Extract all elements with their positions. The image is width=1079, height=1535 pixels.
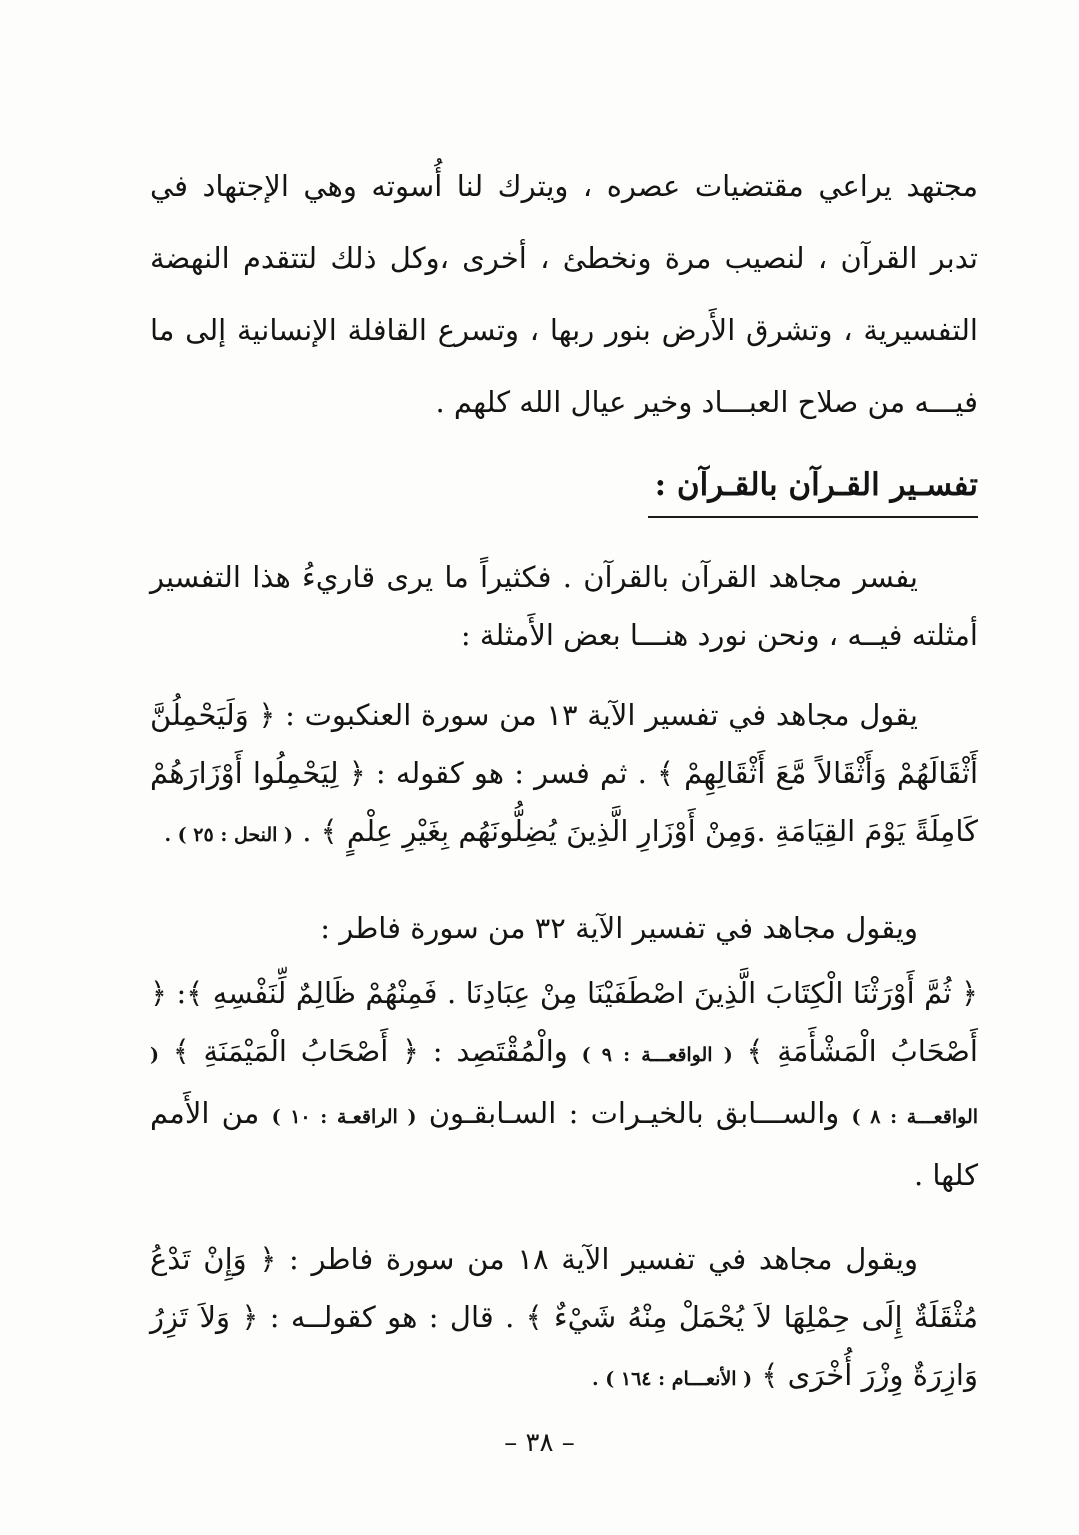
heading-underline	[648, 516, 978, 518]
paragraph-5-text: ويقول مجاهد في تفسير الآية ١٨ من سورة فاطر : ﴿ وَإِنْ تَدْعُ مُثْقَلَةٌ إِلَى حِمْلِهَا لاَ يُحْمَلْ مِنْهُ شَيْءٌ ﴾ . قال : هو كقولــه : ﴿ وَلاَ تَزِرُ وَازِرَةٌ وِزْرَ أُخْرَى ﴾	[150, 1242, 978, 1392]
citation-waqiah-8: ( الواقعـــة : ٨ )	[150, 1044, 979, 1128]
citation-waqiah-9: ( الواقعـــة : ٩ )	[581, 1044, 733, 1066]
paragraph-5	[150, 1230, 978, 1408]
paragraph-2-text: يقول مجاهد في تفسير الآية ١٣ من سورة العنكبوت : ﴿ وَلَيَحْمِلُنَّ أَثْقَالَهُمْ وَأَثْقَالاً مَّعَ أَثْقَالِهِمْ ﴾ . ثم فسر : هو كقوله : ﴿ لِيَحْمِلُوا أَوْزَارَهُمْ كَامِلَةً يَوْمَ القِيَامَةِ .وَمِنْ أَوْزَارِ الَّذِينَ يُضِلُّونَهُم بِغَيْرِ عِلْمٍ ﴾ .	[150, 698, 978, 848]
citation-waqiah-10: ( الراقعـة : ١٠ )	[271, 1106, 417, 1128]
paragraph-3: ويقول مجاهد في تفسير الآية ٣٢ من سورة فاطر :	[320, 911, 918, 945]
intro-paragraph: مجتهد يراعي مقتضيات عصره ، ويترك لنا أُسوته وهي الإجتهاد في تدبر القرآن ، لنصيب مرة ونخطئ ، أخرى ،وكل ذلك لتتقدم النهضة التفسيرية ، وتشرق الأَرض بنور ربها ، وتسرع القافلة الإنسانية إلى ما فيـــه من صلاح العبـــاد وخير عيال الله كلهم .	[150, 169, 978, 419]
paragraph-4	[150, 964, 978, 1204]
paragraph-2	[150, 686, 978, 864]
citation-anam: ( الأنعـــام : ١٦٤ ) .	[592, 1368, 753, 1390]
citation-nahl: ( النحل : ٢٥ ) .	[164, 824, 294, 846]
page-number: – ٣٨ –	[504, 1428, 575, 1458]
verse-fatir-32: ﴿ ثُمَّ أَوْرَثْنَا الْكِتَابَ الَّذِينَ اصْطَفَيْنَا مِنْ عِبَادِنَا . فَمِنْهُمْ ظَالِمٌ لِّنَفْسِهِ ﴾: ﴿ أَصْحَابُ الْمَشْأَمَةِ ﴾	[150, 976, 978, 1068]
section-heading: تفسـير القـرآن بالقـرآن :	[654, 467, 978, 503]
section-heading-block	[150, 460, 978, 518]
paragraph-4-end: من الأَمم كلها .	[150, 1096, 978, 1192]
paragraph-1: يفسر مجاهد القرآن بالقرآن . فكثيراً ما يرى قاريءُ هذا التفسير أمثلته فيــه ، ونحن نورد هنـــا بعض الأَمثلة :	[150, 560, 978, 652]
document-page	[150, 150, 978, 1480]
paragraph-4-middle: والْمُقْتَصِد : ﴿ أَصْحَابُ الْمَيْمَنَةِ ﴾	[172, 1034, 568, 1068]
paragraph-4-middle-2: والســـابق بالخيـرات : السـابقـون	[428, 1096, 840, 1130]
